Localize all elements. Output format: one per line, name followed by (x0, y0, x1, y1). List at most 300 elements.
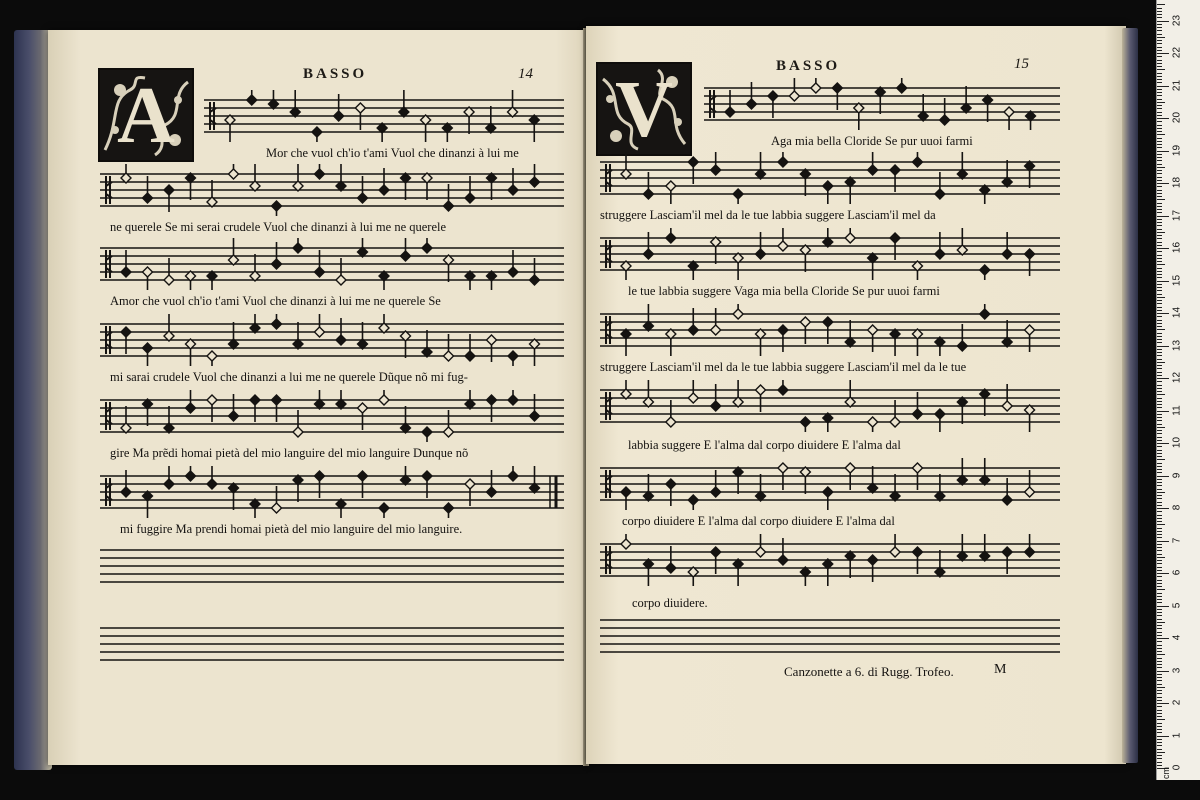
ruler-tick (1157, 635, 1162, 636)
ruler-tick (1157, 446, 1162, 447)
music-staff (704, 78, 1060, 130)
note-mark (1025, 405, 1035, 432)
lyric-line: le tue labbia suggere Vaga mia bella Cloride Se pur uuoi farmi (628, 284, 940, 298)
ruler-tick (1157, 482, 1162, 483)
note-mark (621, 487, 631, 510)
note-mark (845, 177, 855, 204)
lyric-line: corpo diuidere E l'alma dal corpo diuidere E l'alma dal (622, 514, 895, 528)
ruler-tick (1157, 680, 1162, 681)
ruler-tick (1157, 53, 1169, 54)
note-mark (711, 237, 721, 264)
ruler-tick (1157, 703, 1169, 704)
ruler-tick (1157, 316, 1162, 317)
note-mark (207, 466, 217, 489)
note-mark (935, 474, 945, 501)
ruler-tick (1157, 427, 1165, 428)
music-staff (100, 238, 564, 290)
ruler-tick (1157, 742, 1162, 743)
note-mark (980, 304, 990, 319)
ruler-tick (1157, 706, 1162, 707)
ruler-tick (1157, 56, 1162, 57)
note-mark (399, 90, 409, 117)
note-mark (486, 106, 496, 133)
ruler-tick (1157, 732, 1162, 733)
note-mark (293, 322, 303, 349)
note-mark (186, 466, 196, 481)
ruler-tick (1157, 125, 1162, 126)
ruler-tick (1157, 261, 1162, 262)
ruler-tick (1157, 693, 1162, 694)
ruler-tick (1157, 463, 1162, 464)
note-mark (957, 152, 967, 179)
ruler-tick (1157, 17, 1162, 18)
lyric-line: gire Ma prẽdi homai pietà del mio languire del mio languire Dunque nõ (110, 446, 469, 460)
note-mark (756, 329, 766, 356)
ruler-tick (1157, 391, 1162, 392)
ruler-number: 4 (1171, 634, 1183, 641)
ruler-tick (1157, 479, 1162, 480)
ruler-tick (1157, 690, 1162, 691)
note-mark (800, 169, 810, 196)
ruler-tick (1157, 277, 1162, 278)
ruler-tick (1157, 264, 1165, 265)
left-binding-edge (14, 30, 52, 770)
lyric-line: Mor che vuol ch'io t'ami Vuol che dinanzi à lui me (266, 146, 519, 160)
note-mark (508, 351, 518, 366)
ruler-tick (1157, 619, 1162, 620)
ruler-tick (1157, 645, 1162, 646)
note-mark (143, 267, 153, 290)
note-mark (868, 417, 878, 432)
ruler-tick (1157, 697, 1162, 698)
note-mark (1002, 160, 1012, 187)
ruler-tick (1157, 92, 1162, 93)
note-mark (229, 322, 239, 349)
note-mark (811, 78, 821, 93)
running-head: BASSO (303, 66, 368, 82)
ruler-tick (1157, 134, 1165, 135)
ruler-tick (1157, 375, 1162, 376)
note-mark (756, 534, 766, 557)
note-mark (379, 503, 389, 518)
ruler-tick (1157, 752, 1165, 753)
note-mark (733, 467, 743, 494)
ruler-number: 19 (1171, 144, 1183, 156)
ruler-tick (1157, 86, 1169, 87)
note-mark (890, 329, 900, 356)
ruler-tick (1157, 713, 1162, 714)
ruler-tick (1157, 472, 1162, 473)
ruler-tick (1157, 40, 1162, 41)
ruler-tick (1157, 723, 1162, 724)
empty-staff (100, 618, 564, 670)
ruler-tick (1157, 495, 1162, 496)
ruler-tick (1157, 411, 1169, 412)
note-mark (143, 399, 153, 426)
ruler-number: 15 (1171, 274, 1183, 286)
ruler-tick (1157, 521, 1162, 522)
ruler-tick (1157, 27, 1162, 28)
ruler-tick (1157, 544, 1162, 545)
ruler-tick (1157, 667, 1162, 668)
note-mark (845, 228, 855, 243)
note-mark (845, 551, 855, 578)
ruler-tick (1157, 95, 1162, 96)
note-mark (666, 329, 676, 356)
colophon: Canzonette a 6. di Rugg. Trofeo. (784, 664, 954, 679)
ruler-tick (1157, 502, 1162, 503)
note-mark (421, 115, 431, 142)
note-mark (823, 487, 833, 510)
ruler-tick (1157, 349, 1162, 350)
signature-mark: M (994, 662, 1007, 677)
ruler-tick (1157, 560, 1162, 561)
note-mark (666, 228, 676, 243)
note-mark (800, 467, 810, 494)
ruler-number: 8 (1171, 504, 1183, 511)
ruler-tick (1157, 515, 1162, 516)
ruler-tick (1157, 609, 1162, 610)
note-mark (186, 339, 196, 366)
ruler-tick (1157, 726, 1162, 727)
note-mark (733, 253, 743, 280)
ruler-tick (1157, 528, 1162, 529)
note-mark (530, 164, 540, 187)
note-mark (336, 164, 346, 191)
ruler-tick (1157, 209, 1162, 210)
note-mark (733, 380, 743, 407)
ruler-tick (1157, 687, 1165, 688)
note-mark (422, 330, 432, 357)
ruler-tick (1157, 329, 1165, 330)
note-mark (1025, 161, 1035, 188)
ruler-tick (1157, 242, 1162, 243)
ruler-tick (1157, 674, 1162, 675)
ruler-tick (1157, 69, 1165, 70)
ruler-tick (1157, 476, 1169, 477)
note-mark (293, 475, 303, 502)
ruler-tick (1157, 576, 1162, 577)
ruler-tick (1157, 118, 1169, 119)
ruler-tick (1157, 729, 1162, 730)
note-mark (957, 228, 967, 255)
ruler-tick (1157, 677, 1162, 678)
note-mark (164, 466, 174, 489)
ruler-tick (1157, 222, 1162, 223)
note-mark (293, 238, 303, 253)
ruler-tick (1157, 89, 1162, 90)
ruler-number: 17 (1171, 209, 1183, 221)
note-mark (164, 314, 174, 341)
ruler-tick (1157, 105, 1162, 106)
ruler-tick (1157, 34, 1162, 35)
note-mark (897, 78, 907, 93)
ruler-tick (1157, 599, 1162, 600)
ruler-tick (1157, 307, 1162, 308)
lyric-line: Aga mia bella Cloride Se pur uuoi farmi (771, 134, 973, 148)
note-mark (666, 181, 676, 204)
ruler-tick (1157, 60, 1162, 61)
note-mark (961, 86, 971, 113)
ruler-tick (1157, 437, 1162, 438)
ruler-tick (1157, 284, 1162, 285)
ruler-tick (1157, 362, 1165, 363)
ruler-tick (1157, 719, 1165, 720)
ruler-number: 3 (1171, 667, 1183, 673)
note-mark (868, 466, 878, 493)
ruler-tick (1157, 755, 1162, 756)
note-mark (312, 127, 322, 142)
note-mark (890, 474, 900, 501)
ruler-number: 18 (1171, 176, 1183, 189)
ruler-tick (1157, 232, 1165, 233)
note-mark (980, 534, 990, 561)
ruler-tick (1157, 50, 1162, 51)
note-mark (1025, 534, 1035, 557)
note-mark (823, 181, 833, 204)
ruler-tick (1157, 333, 1162, 334)
ruler-tick (1157, 420, 1162, 421)
note-mark (250, 164, 260, 191)
note-mark (621, 329, 631, 356)
note-mark (868, 253, 878, 280)
ruler-tick (1157, 654, 1165, 655)
ruler-tick (1157, 453, 1162, 454)
music-staff (100, 390, 564, 442)
ruler-tick (1157, 183, 1169, 184)
ruler-number: 7 (1171, 537, 1183, 543)
ruler-tick (1157, 268, 1162, 269)
ruler-tick (1157, 443, 1169, 444)
ruler-tick (1157, 203, 1162, 204)
ruler-tick (1157, 310, 1162, 311)
ruler-tick (1157, 456, 1162, 457)
note-mark (854, 103, 864, 130)
ruler-tick (1157, 219, 1162, 220)
ruler-tick (1157, 716, 1162, 717)
ruler-tick (1157, 323, 1162, 324)
decorated-initial-a (98, 68, 194, 162)
ruler-tick (1157, 290, 1162, 291)
note-mark (912, 152, 922, 167)
ruler-tick (1157, 554, 1162, 555)
ruler-tick (1157, 144, 1162, 145)
note-mark (957, 397, 967, 424)
note-mark (789, 78, 799, 101)
ruler-tick (1157, 739, 1162, 740)
ruler-tick (1157, 606, 1169, 607)
ruler-tick (1157, 524, 1165, 525)
ruler-tick (1157, 157, 1162, 158)
note-mark (272, 201, 282, 216)
note-mark (935, 409, 945, 432)
ruler-tick (1157, 596, 1162, 597)
ruler-tick (1157, 76, 1162, 77)
ruler-tick (1157, 115, 1162, 116)
ruler-tick (1157, 112, 1162, 113)
ruler-tick (1157, 385, 1162, 386)
note-mark (800, 245, 810, 272)
note-mark (935, 550, 945, 577)
note-mark (621, 152, 631, 179)
ruler-tick (1157, 485, 1162, 486)
lyric-line: mi fuggire Ma prendi homai pietà del mio languire del mio languire. (120, 522, 463, 536)
ruler-tick (1157, 651, 1162, 652)
ruler-tick (1157, 541, 1169, 542)
lyric-line: ne querele Se mi serai crudele Vuol che dinanzi à lui me ne querele (110, 220, 447, 234)
ruler-tick (1157, 664, 1162, 665)
lyric-line: struggere Lasciam'il mel da le tue labbia suggere Lasciam'il mel da le tue (600, 360, 967, 374)
ruler-tick (1157, 99, 1162, 100)
note-mark (918, 94, 928, 121)
ruler-tick (1157, 765, 1162, 766)
note-mark (868, 152, 878, 175)
ruler-tick (1157, 407, 1162, 408)
left-page (48, 30, 588, 765)
ruler-tick (1157, 368, 1162, 369)
ruler-number: 14 (1171, 306, 1183, 319)
ruler-tick (1157, 190, 1162, 191)
note-mark (756, 474, 766, 501)
note-mark (290, 90, 300, 117)
ruler-tick (1157, 378, 1169, 379)
note-mark (778, 380, 788, 395)
ruler-tick (1157, 466, 1162, 467)
note-mark (401, 238, 411, 261)
ruler-tick (1157, 736, 1169, 737)
right-page (586, 26, 1126, 764)
ruler-tick (1157, 14, 1162, 15)
note-mark (487, 173, 497, 200)
ruler-tick (1157, 518, 1162, 519)
ruler-tick (1157, 339, 1162, 340)
ruler-number: 10 (1171, 436, 1183, 449)
lyric-line: mi sarai crudele Vuol che dinanzi a lui me ne querele Dũque nõ mi fug- (110, 370, 468, 384)
ruler-tick (1157, 352, 1162, 353)
ruler-tick (1157, 404, 1162, 405)
note-mark (379, 390, 389, 405)
lyric-line: Amor che vuol ch'io t'ami Vuol che dinanzi à lui me ne querele Se (110, 294, 441, 308)
empty-staff (100, 540, 564, 592)
note-mark (621, 534, 631, 549)
ruler-tick (1157, 648, 1162, 649)
note-mark (207, 180, 217, 207)
ruler-tick (1157, 154, 1162, 155)
ruler-tick (1157, 287, 1162, 288)
ruler-tick (1157, 573, 1169, 574)
ruler-tick (1157, 196, 1162, 197)
ruler-tick (1157, 212, 1162, 213)
note-mark (229, 238, 239, 265)
ruler-tick (1157, 131, 1162, 132)
ruler-tick (1157, 684, 1162, 685)
page-number: 15 (1014, 56, 1029, 72)
note-mark (422, 173, 432, 200)
note-mark (229, 164, 239, 179)
note-mark (983, 95, 993, 122)
ruler-tick (1157, 186, 1162, 187)
ruler-tick (1157, 177, 1162, 178)
ruler-number: 23 (1171, 14, 1183, 26)
ruler-tick (1157, 459, 1165, 460)
note-mark (250, 254, 260, 281)
note-mark (756, 152, 766, 179)
note-mark (358, 322, 368, 349)
note-mark (444, 255, 454, 282)
ruler-tick (1157, 508, 1169, 509)
note-mark (401, 173, 411, 200)
lyric-line: struggere Lasciam'il mel da le tue labbia suggere Lasciam'il mel da (600, 208, 936, 222)
ruler-tick (1157, 342, 1162, 343)
ruler-tick (1157, 102, 1165, 103)
note-mark (733, 189, 743, 204)
ruler-number: 21 (1171, 79, 1183, 91)
note-mark (401, 406, 411, 433)
ruler-tick (1157, 355, 1162, 356)
ruler-tick (1157, 170, 1162, 171)
note-mark (143, 491, 153, 518)
ruler-tick (1157, 300, 1162, 301)
note-mark (508, 466, 518, 481)
note-mark (1002, 320, 1012, 347)
ruler-tick (1157, 762, 1162, 763)
ruler-tick (1157, 430, 1162, 431)
note-mark (121, 406, 131, 433)
ruler-tick (1157, 138, 1162, 139)
ruler-tick (1157, 398, 1162, 399)
ruler-tick (1157, 563, 1162, 564)
ruler-tick (1157, 433, 1162, 434)
ruler-number: 22 (1171, 46, 1183, 59)
ruler-tick (1157, 128, 1162, 129)
ruler-number: 20 (1171, 111, 1183, 124)
ruler-number: 5 (1171, 602, 1183, 608)
note-mark (957, 458, 967, 485)
note-mark (800, 417, 810, 432)
note-mark (643, 559, 653, 586)
note-mark (1004, 107, 1014, 130)
ruler-tick (1157, 24, 1162, 25)
right-binding-edge (1122, 28, 1138, 763)
ruler-tick (1157, 388, 1162, 389)
initial-letter: A (117, 72, 175, 160)
ruler-tick (1157, 537, 1162, 538)
note-mark (401, 331, 411, 358)
ruler-tick (1157, 281, 1169, 282)
note-mark (957, 534, 967, 561)
ruler-number: 9 (1171, 472, 1183, 478)
note-mark (225, 115, 235, 142)
ruler-tick (1157, 206, 1162, 207)
ruler-tick (1157, 602, 1162, 603)
ruler-tick (1157, 450, 1162, 451)
ruler-tick (1157, 593, 1162, 594)
ruler-tick (1157, 671, 1169, 672)
ruler-tick (1157, 235, 1162, 236)
ruler-number: 2 (1171, 699, 1183, 706)
ruler-tick (1157, 758, 1162, 759)
ruler-tick (1157, 498, 1162, 499)
music-staff (600, 458, 1060, 510)
note-mark (529, 115, 539, 142)
ruler-tick (1157, 567, 1162, 568)
ruler-tick (1157, 749, 1162, 750)
ruler-tick (1157, 417, 1162, 418)
note-mark (444, 503, 454, 518)
ruler-tick (1157, 622, 1165, 623)
note-mark (778, 228, 788, 251)
ruler-tick (1157, 632, 1162, 633)
